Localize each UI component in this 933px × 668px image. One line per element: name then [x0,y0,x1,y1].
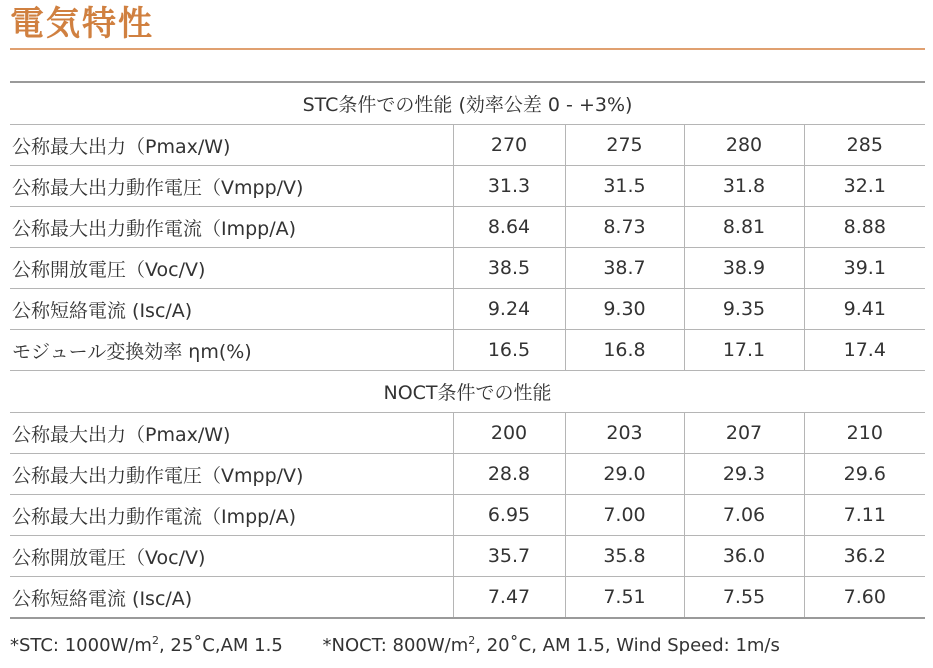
cell-value: 280 [684,125,804,166]
cell-value: 7.55 [684,577,804,619]
cell-value: 200 [453,413,565,454]
cell-value: 203 [565,413,684,454]
cell-value: 9.35 [684,289,804,330]
page-title: 電気特性 [10,4,154,44]
cell-value: 7.47 [453,577,565,619]
cell-value: 36.0 [684,536,804,577]
stc-footnote-text: *STC: 1000W/m [10,635,152,656]
cell-value: 7.60 [804,577,925,619]
cell-value: 7.00 [565,495,684,536]
cell-value: 38.7 [565,248,684,289]
cell-value: 210 [804,413,925,454]
cell-value: 8.73 [565,207,684,248]
cell-value: 29.6 [804,454,925,495]
electrical-characteristics-table [10,81,925,619]
cell-value: 9.24 [453,289,565,330]
stc-section-header [10,82,925,125]
table-row [10,577,925,619]
row-label: 公称短絡電流 (Isc/A) [10,577,453,619]
cell-value: 31.8 [684,166,804,207]
stc-footnote-superscript: 2 [151,634,159,647]
cell-value: 17.4 [804,330,925,371]
stc-footnote-conditions: , 25˚C,AM 1.5 [158,635,283,656]
row-label: モジュール変換効率 ηm(%) [10,330,453,371]
noct-heading: NOCT条件での性能 [10,371,925,413]
cell-value: 29.3 [684,454,804,495]
row-label: 公称開放電圧（Voc/V) [10,536,453,577]
cell-value: 7.51 [565,577,684,619]
table-row [10,454,925,495]
stc-heading: STC条件での性能 (効率公差 0 - +3%) [10,82,925,125]
cell-value: 9.30 [565,289,684,330]
cell-value: 9.41 [804,289,925,330]
cell-value: 31.3 [453,166,565,207]
cell-value: 16.8 [565,330,684,371]
row-label: 公称最大出力動作電圧（Vmpp/V) [10,166,453,207]
table-row [10,207,925,248]
cell-value: 8.64 [453,207,565,248]
row-label: 公称最大出力動作電流（Impp/A) [10,495,453,536]
noct-section-header [10,371,925,413]
cell-value: 7.06 [684,495,804,536]
cell-value: 8.88 [804,207,925,248]
table-row [10,495,925,536]
cell-value: 39.1 [804,248,925,289]
row-label: 公称短絡電流 (Isc/A) [10,289,453,330]
table-row [10,413,925,454]
noct-footnote-superscript: 2 [468,634,476,647]
cell-value: 8.81 [684,207,804,248]
cell-value: 35.8 [565,536,684,577]
row-label: 公称最大出力動作電流（Impp/A) [10,207,453,248]
cell-value: 32.1 [804,166,925,207]
footnotes [10,634,814,656]
cell-value: 17.1 [684,330,804,371]
table-row [10,248,925,289]
table-row [10,289,925,330]
cell-value: 35.7 [453,536,565,577]
cell-value: 6.95 [453,495,565,536]
row-label: 公称最大出力（Pmax/W) [10,125,453,166]
row-label: 公称最大出力（Pmax/W) [10,413,453,454]
cell-value: 38.9 [684,248,804,289]
cell-value: 207 [684,413,804,454]
cell-value: 38.5 [453,248,565,289]
cell-value: 16.5 [453,330,565,371]
title-divider [10,48,925,50]
noct-footnote [323,635,780,656]
row-label: 公称最大出力動作電圧（Vmpp/V) [10,454,453,495]
cell-value: 31.5 [565,166,684,207]
noct-footnote-text: *NOCT: 800W/m [322,635,469,656]
cell-value: 275 [565,125,684,166]
table-row [10,125,925,166]
table-row [10,330,925,371]
row-label: 公称開放電圧（Voc/V) [10,248,453,289]
stc-footnote [10,635,283,656]
cell-value: 28.8 [453,454,565,495]
cell-value: 285 [804,125,925,166]
table-row [10,166,925,207]
cell-value: 29.0 [565,454,684,495]
cell-value: 36.2 [804,536,925,577]
noct-footnote-conditions: , 20˚C, AM 1.5, Wind Speed: 1m/s [475,635,780,656]
table-row [10,536,925,577]
cell-value: 7.11 [804,495,925,536]
cell-value: 270 [453,125,565,166]
